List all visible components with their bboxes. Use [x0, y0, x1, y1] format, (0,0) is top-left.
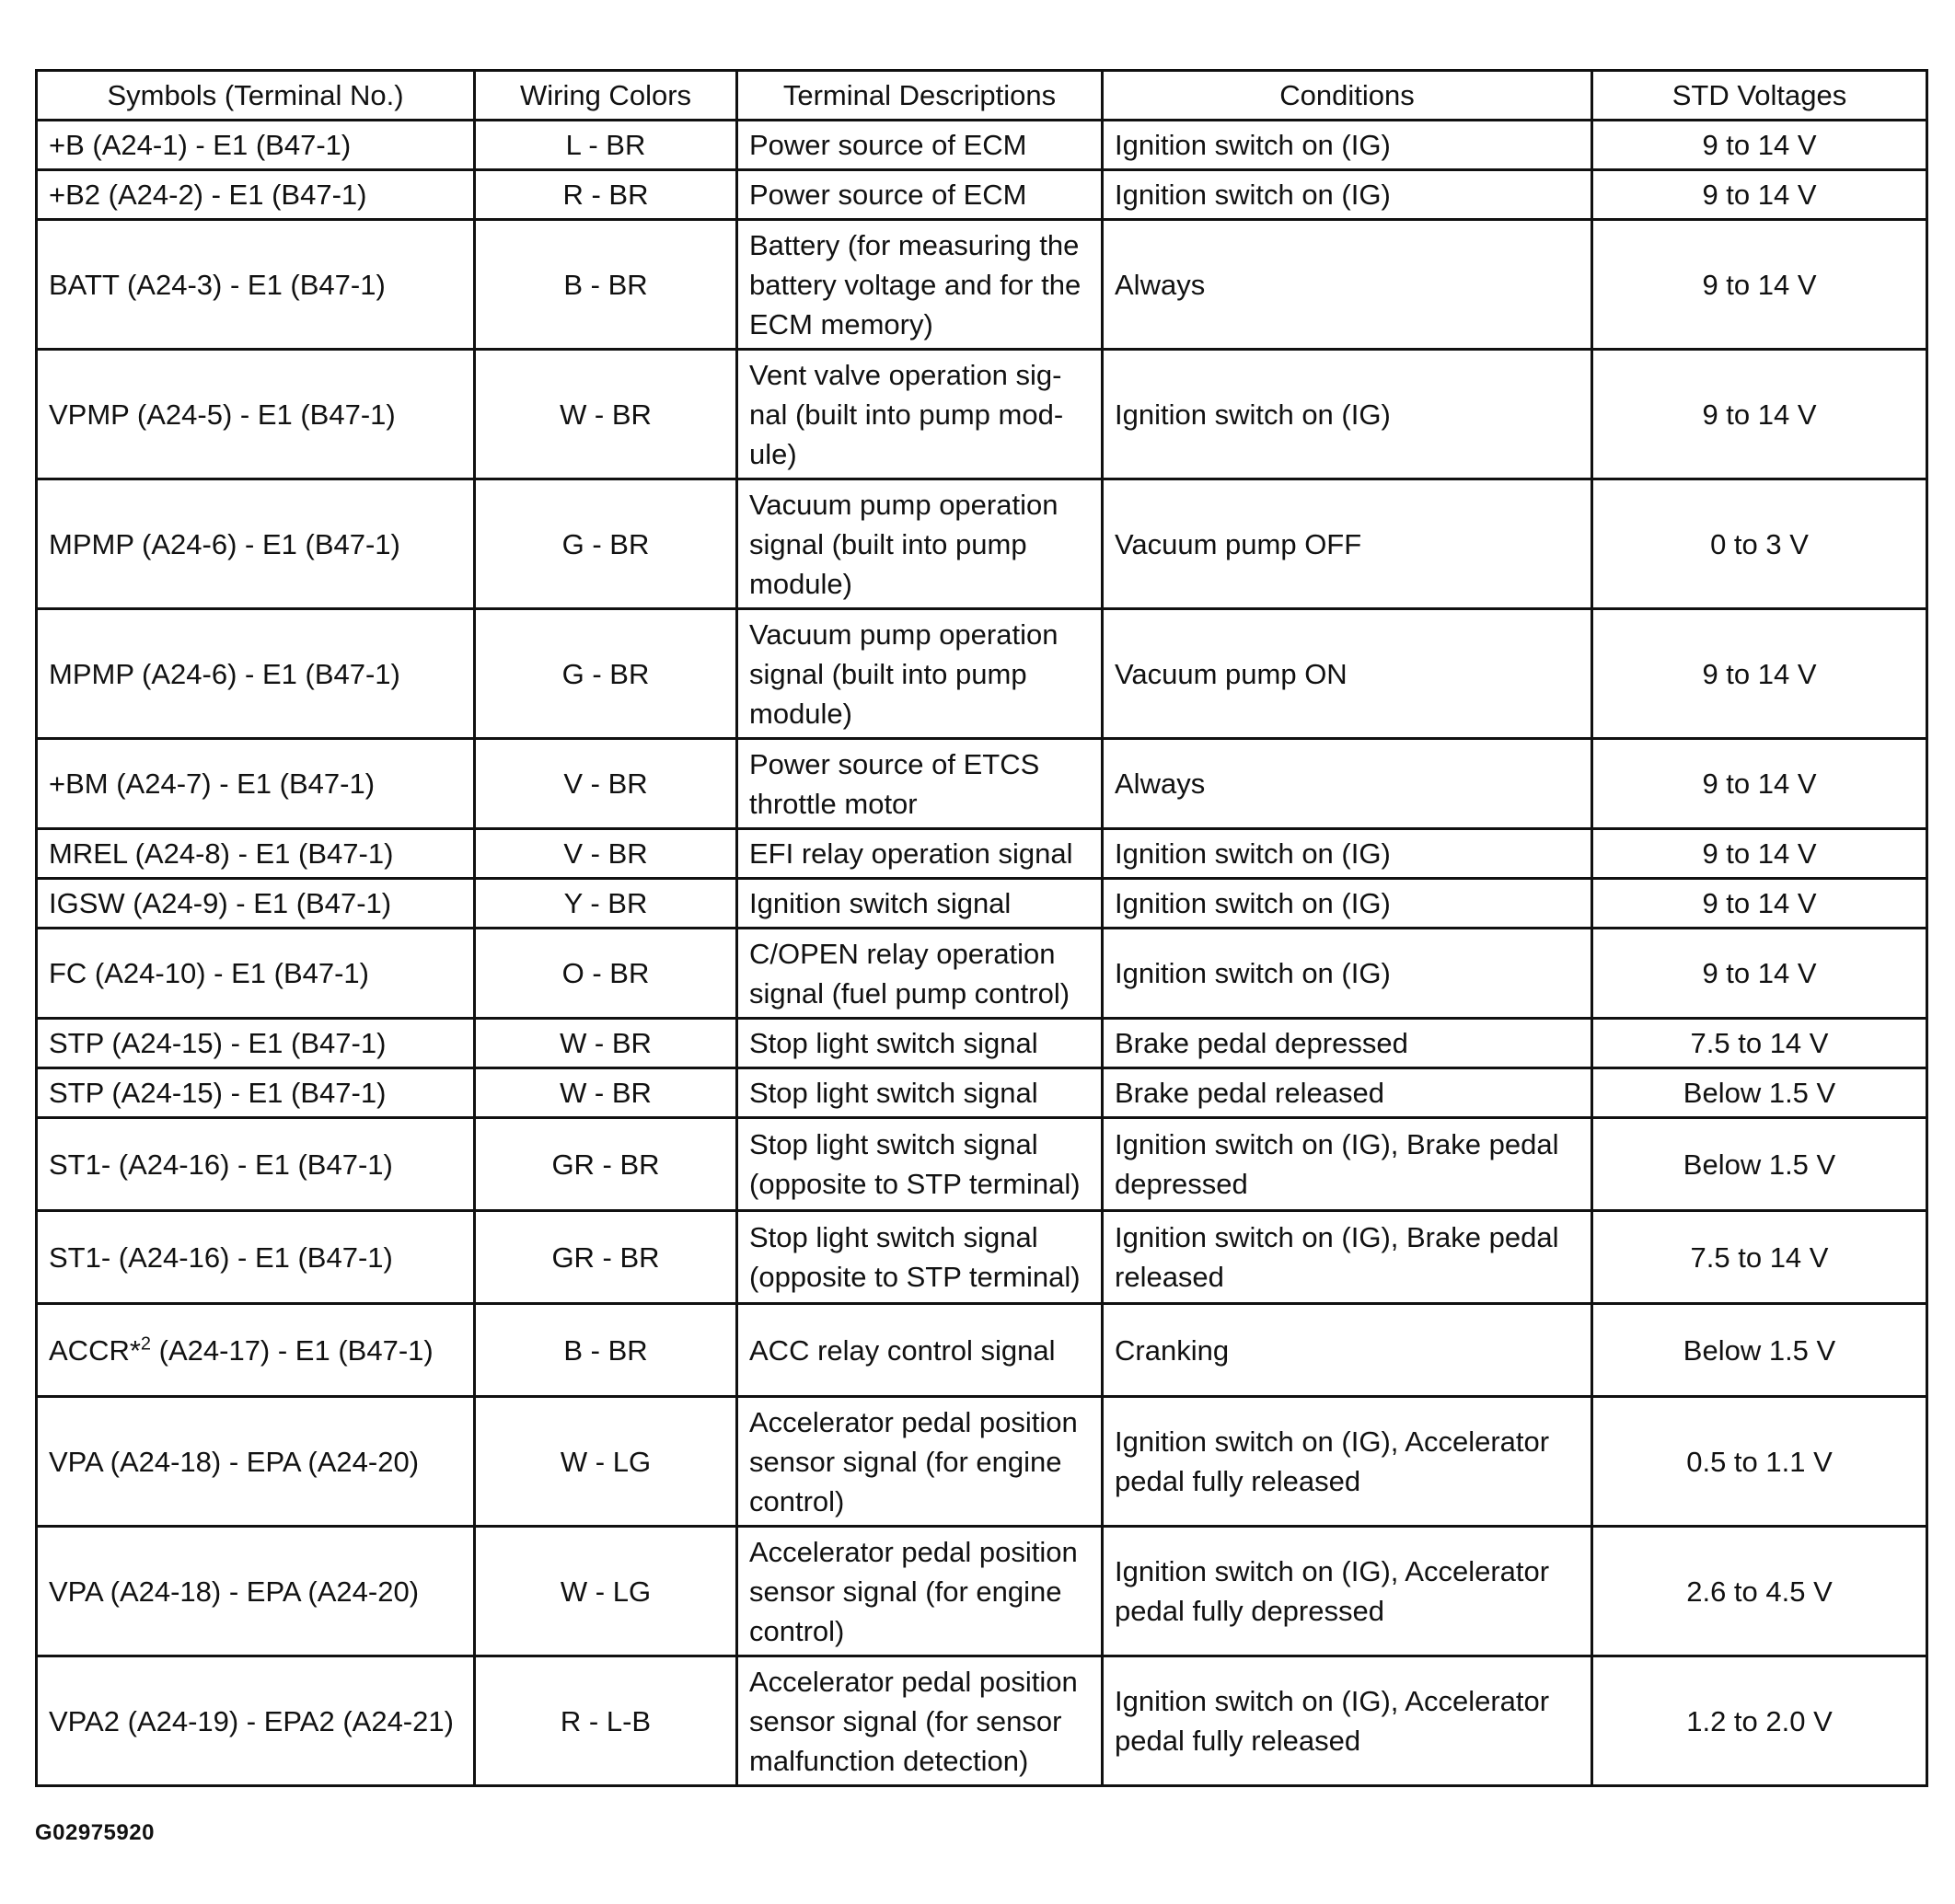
cell-condition: Ignition switch on (IG)	[1103, 170, 1592, 220]
cell-condition: Brake pedal depressed	[1103, 1019, 1592, 1068]
header-conditions: Conditions	[1103, 71, 1592, 121]
cell-symbol: +B (A24-1) - E1 (B47-1)	[37, 121, 475, 170]
table-row	[37, 170, 1927, 220]
cell-symbol: VPA (A24-18) - EPA (A24-20)	[37, 1527, 475, 1656]
cell-condition: Ignition switch on (IG)	[1103, 350, 1592, 479]
table-row	[37, 829, 1927, 879]
header-terminal-descriptions: Terminal Descriptions	[737, 71, 1103, 121]
cell-description: Accelerator pedal position sensor signal (for engine control)	[737, 1527, 1103, 1656]
cell-wiring: GR - BR	[475, 1211, 737, 1304]
cell-condition: Ignition switch on (IG)	[1103, 929, 1592, 1019]
cell-voltage: 9 to 14 V	[1592, 121, 1927, 170]
cell-description: Power source of ECM	[737, 170, 1103, 220]
cell-wiring: V - BR	[475, 739, 737, 829]
cell-condition: Vacuum pump OFF	[1103, 479, 1592, 609]
cell-voltage: Below 1.5 V	[1592, 1118, 1927, 1211]
cell-symbol: ST1- (A24-16) - E1 (B47-1)	[37, 1118, 475, 1211]
cell-symbol: STP (A24-15) - E1 (B47-1)	[37, 1019, 475, 1068]
cell-symbol: MPMP (A24-6) - E1 (B47-1)	[37, 609, 475, 739]
cell-description: Stop light switch signal (opposite to STP terminal)	[737, 1118, 1103, 1211]
cell-description: Accelerator pedal position sensor signal (for engine control)	[737, 1397, 1103, 1527]
cell-condition: Brake pedal released	[1103, 1068, 1592, 1118]
cell-voltage: 9 to 14 V	[1592, 609, 1927, 739]
figure-id-label: G02975920	[35, 1820, 155, 1845]
cell-voltage: 9 to 14 V	[1592, 220, 1927, 350]
cell-description: Stop light switch signal (opposite to STP terminal)	[737, 1211, 1103, 1304]
terminal-voltage-table	[35, 69, 1928, 1787]
cell-description: ACC relay control signal	[737, 1304, 1103, 1397]
cell-description: Ignition switch signal	[737, 879, 1103, 929]
cell-wiring: W - BR	[475, 1019, 737, 1068]
cell-wiring: W - BR	[475, 1068, 737, 1118]
table-row	[37, 1118, 1927, 1211]
cell-voltage: 9 to 14 V	[1592, 929, 1927, 1019]
header-wiring-colors: Wiring Colors	[475, 71, 737, 121]
cell-symbol: VPA2 (A24-19) - EPA2 (A24-21)	[37, 1656, 475, 1786]
footnote-marker: 2	[140, 1333, 152, 1355]
cell-wiring: G - BR	[475, 479, 737, 609]
cell-voltage: 7.5 to 14 V	[1592, 1211, 1927, 1304]
cell-symbol: +B2 (A24-2) - E1 (B47-1)	[37, 170, 475, 220]
cell-voltage: 1.2 to 2.0 V	[1592, 1656, 1927, 1786]
table-row	[37, 1656, 1927, 1786]
cell-description: Stop light switch signal	[737, 1019, 1103, 1068]
header-symbols: Symbols (Terminal No.)	[37, 71, 475, 121]
cell-voltage: 2.6 to 4.5 V	[1592, 1527, 1927, 1656]
header-std-voltages: STD Voltages	[1592, 71, 1927, 121]
cell-condition: Ignition switch on (IG), Accelerator pedal fully released	[1103, 1656, 1592, 1786]
cell-condition: Ignition switch on (IG), Brake pedal depressed	[1103, 1118, 1592, 1211]
cell-symbol: VPMP (A24-5) - E1 (B47-1)	[37, 350, 475, 479]
cell-condition: Ignition switch on (IG)	[1103, 879, 1592, 929]
cell-symbol: MPMP (A24-6) - E1 (B47-1)	[37, 479, 475, 609]
cell-description: Power source of ECM	[737, 121, 1103, 170]
table-row	[37, 1068, 1927, 1118]
cell-symbol	[37, 1304, 475, 1397]
cell-wiring: B - BR	[475, 1304, 737, 1397]
table-row	[37, 1019, 1927, 1068]
table-row	[37, 1527, 1927, 1656]
cell-symbol: FC (A24-10) - E1 (B47-1)	[37, 929, 475, 1019]
cell-wiring: R - L-B	[475, 1656, 737, 1786]
table-row	[37, 1397, 1927, 1527]
cell-wiring: GR - BR	[475, 1118, 737, 1211]
cell-condition: Vacuum pump ON	[1103, 609, 1592, 739]
cell-symbol: STP (A24-15) - E1 (B47-1)	[37, 1068, 475, 1118]
cell-voltage: 9 to 14 V	[1592, 170, 1927, 220]
cell-wiring: Y - BR	[475, 879, 737, 929]
cell-wiring: V - BR	[475, 829, 737, 879]
symbol-text: ACCR*	[49, 1333, 141, 1367]
cell-voltage: Below 1.5 V	[1592, 1068, 1927, 1118]
cell-voltage: 7.5 to 14 V	[1592, 1019, 1927, 1068]
cell-condition: Always	[1103, 220, 1592, 350]
cell-symbol: BATT (A24-3) - E1 (B47-1)	[37, 220, 475, 350]
cell-condition: Ignition switch on (IG)	[1103, 121, 1592, 170]
cell-condition: Ignition switch on (IG), Brake pedal released	[1103, 1211, 1592, 1304]
cell-wiring: W - LG	[475, 1397, 737, 1527]
cell-voltage: Below 1.5 V	[1592, 1304, 1927, 1397]
symbol-text-rest: (A24-17) - E1 (B47-1)	[151, 1333, 434, 1367]
cell-symbol: MREL (A24-8) - E1 (B47-1)	[37, 829, 475, 879]
table-header-row	[37, 71, 1927, 121]
cell-symbol: IGSW (A24-9) - E1 (B47-1)	[37, 879, 475, 929]
cell-condition: Cranking	[1103, 1304, 1592, 1397]
cell-voltage: 9 to 14 V	[1592, 829, 1927, 879]
cell-symbol: +BM (A24-7) - E1 (B47-1)	[37, 739, 475, 829]
cell-description: Vent valve operation sig-nal (built into pump mod-ule)	[737, 350, 1103, 479]
cell-condition: Always	[1103, 739, 1592, 829]
table-row	[37, 879, 1927, 929]
cell-wiring: B - BR	[475, 220, 737, 350]
cell-symbol: ST1- (A24-16) - E1 (B47-1)	[37, 1211, 475, 1304]
cell-description: Battery (for measuring the battery voltage and for the ECM memory)	[737, 220, 1103, 350]
table-row	[37, 609, 1927, 739]
table-row	[37, 929, 1927, 1019]
cell-description: Power source of ETCS throttle motor	[737, 739, 1103, 829]
cell-voltage: 9 to 14 V	[1592, 739, 1927, 829]
cell-wiring: O - BR	[475, 929, 737, 1019]
table-row	[37, 220, 1927, 350]
cell-wiring: W - LG	[475, 1527, 737, 1656]
cell-description: Accelerator pedal position sensor signal (for sensor malfunction detection)	[737, 1656, 1103, 1786]
cell-symbol: VPA (A24-18) - EPA (A24-20)	[37, 1397, 475, 1527]
cell-voltage: 9 to 14 V	[1592, 350, 1927, 479]
cell-wiring: G - BR	[475, 609, 737, 739]
cell-condition: Ignition switch on (IG)	[1103, 829, 1592, 879]
cell-wiring: L - BR	[475, 121, 737, 170]
cell-condition: Ignition switch on (IG), Accelerator pedal fully depressed	[1103, 1527, 1592, 1656]
cell-condition: Ignition switch on (IG), Accelerator pedal fully released	[1103, 1397, 1592, 1527]
table-row	[37, 121, 1927, 170]
table-row	[37, 1211, 1927, 1304]
cell-wiring: W - BR	[475, 350, 737, 479]
cell-description: C/OPEN relay operation signal (fuel pump control)	[737, 929, 1103, 1019]
cell-description: EFI relay operation signal	[737, 829, 1103, 879]
cell-description: Stop light switch signal	[737, 1068, 1103, 1118]
table-row	[37, 350, 1927, 479]
cell-wiring: R - BR	[475, 170, 737, 220]
table-row	[37, 479, 1927, 609]
cell-description: Vacuum pump operation signal (built into pump module)	[737, 609, 1103, 739]
cell-description: Vacuum pump operation signal (built into pump module)	[737, 479, 1103, 609]
cell-voltage: 0.5 to 1.1 V	[1592, 1397, 1927, 1527]
cell-voltage: 0 to 3 V	[1592, 479, 1927, 609]
table-row	[37, 739, 1927, 829]
cell-voltage: 9 to 14 V	[1592, 879, 1927, 929]
table-row	[37, 1304, 1927, 1397]
